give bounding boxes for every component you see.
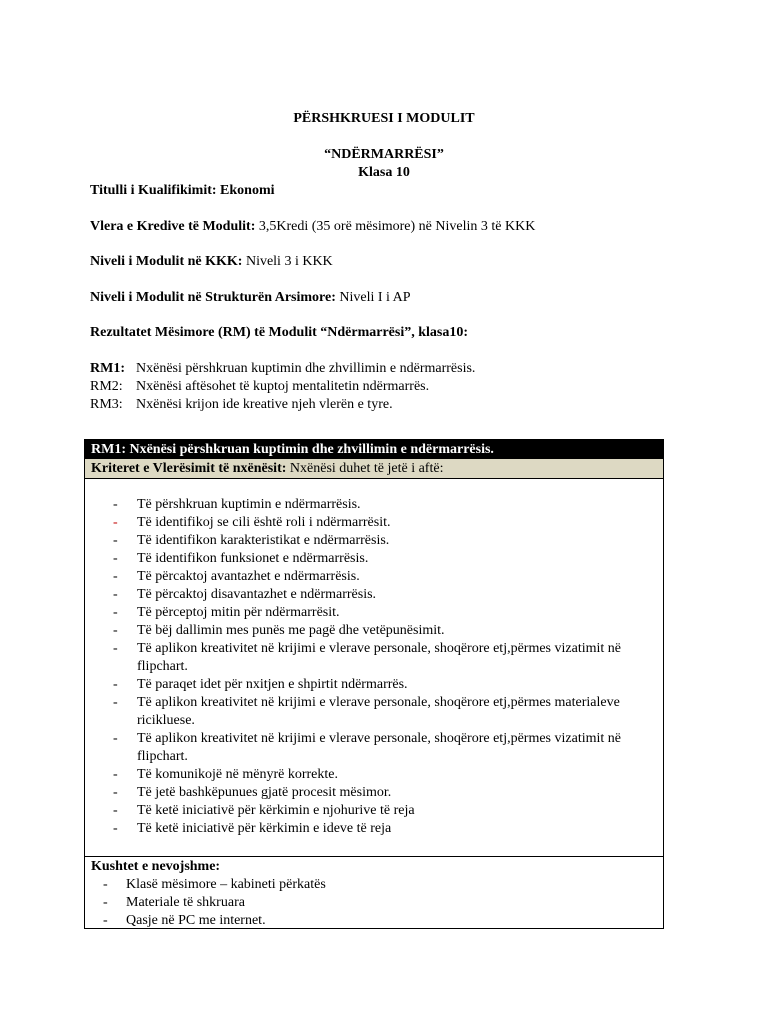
list-item-text: Të komunikojë në mënyrë korrekte. <box>137 767 338 782</box>
level-structure-line <box>90 290 411 306</box>
bullet-dash: - <box>113 551 118 566</box>
list-item-text: Të ketë iniciativë për kërkimin e ideve të reja <box>137 821 392 836</box>
outcome-label: RM2: <box>90 379 123 394</box>
list-item <box>85 586 663 604</box>
list-item <box>85 802 663 820</box>
list-item-text: Të aplikon kreativitet në krijimi e vlerave personale, shoqërore etj,përmes vizatimit në flipchart. <box>137 641 621 674</box>
criteria-row <box>85 459 663 479</box>
level-structure-value: Niveli I i AP <box>339 290 411 305</box>
list-item-text: Të bëj dallimin mes punës me pagë dhe vetëpunësimit. <box>137 623 445 638</box>
bullet-dash: - <box>113 641 118 656</box>
bullet-dash: - <box>113 515 118 530</box>
bullet-dash: - <box>113 497 118 512</box>
bullet-dash: - <box>103 913 108 928</box>
list-item <box>85 514 663 532</box>
outcome-rm1 <box>90 361 475 377</box>
conditions-section <box>91 858 657 930</box>
credits-value: 3,5Kredi (35 orë mësimore) në Nivelin 3 të KKK <box>258 219 536 234</box>
list-item <box>85 730 663 766</box>
bullet-dash: - <box>113 821 118 836</box>
bullet-dash: - <box>113 695 118 710</box>
bullet-dash: - <box>113 623 118 638</box>
list-item <box>85 550 663 568</box>
list-item <box>85 532 663 550</box>
list-item-text: Të ketë iniciativë për kërkimin e njohurive të reja <box>137 803 415 818</box>
bullet-dash: - <box>103 877 108 892</box>
outcomes-heading: Rezultatet Mësimore (RM) të Modulit “Ndërmarrësi”, klasa10: <box>90 325 469 340</box>
level-structure-label: Niveli i Modulit në Strukturën Arsimore: <box>90 290 336 305</box>
list-item <box>91 876 657 894</box>
list-item <box>85 694 663 730</box>
list-item <box>85 604 663 622</box>
conditions-title: Kushtet e nevojshme: <box>91 859 221 874</box>
outcome-text: Nxënësi krijon ide kreative njeh vlerën e tyre. <box>136 397 393 412</box>
list-item <box>85 784 663 802</box>
bullet-dash: - <box>113 767 118 782</box>
credits-line <box>90 219 535 235</box>
list-item <box>85 568 663 586</box>
module-name: “NDËRMARRËSI” <box>324 147 444 162</box>
bullet-dash: - <box>113 587 118 602</box>
list-item-text: Të jetë bashkëpunues gjatë procesit mësimor. <box>137 785 392 800</box>
level-kkk-label: Niveli i Modulit në KKK: <box>90 254 243 269</box>
list-item <box>85 820 663 838</box>
list-item <box>91 912 657 930</box>
level-kkk-line <box>90 254 333 270</box>
bullet-dash: - <box>113 785 118 800</box>
list-item <box>85 766 663 784</box>
class-label: Klasa 10 <box>358 165 410 180</box>
list-item-text: Të përshkruan kuptimin e ndërmarrësis. <box>137 497 361 512</box>
bullet-dash: - <box>113 731 118 746</box>
table-divider <box>85 856 663 857</box>
bullet-dash: - <box>113 605 118 620</box>
outcome-label: RM3: <box>90 397 123 412</box>
bullet-dash: - <box>103 895 108 910</box>
list-item <box>85 676 663 694</box>
criteria-label: Kriteret e Vlerësimit të nxënësit: <box>91 461 287 476</box>
qualification-title: Titulli i Kualifikimit: Ekonomi <box>90 183 275 198</box>
conditions-list <box>91 876 657 930</box>
list-item-text: Të paraqet idet për nxitjen e shpirtit ndërmarrës. <box>137 677 408 692</box>
list-item-text: Të identifikoj se cili është roli i ndërmarrësit. <box>137 515 391 530</box>
table-header: RM1: Nxënësi përshkruan kuptimin dhe zhvillimin e ndërmarrësis. <box>85 440 663 459</box>
list-item-text: Të identifikon funksionet e ndërmarrësis. <box>137 551 369 566</box>
list-item-text: Të përcaktoj avantazhet e ndërmarrësis. <box>137 569 360 584</box>
list-item-text: Të përceptoj mitin për ndërmarrësit. <box>137 605 340 620</box>
level-kkk-value: Niveli 3 i KKK <box>245 254 333 269</box>
outcome-label: RM1: <box>90 361 125 376</box>
criteria-list <box>85 496 663 838</box>
list-item-text: Klasë mësimore – kabineti përkatës <box>126 877 326 892</box>
list-item <box>91 894 657 912</box>
list-item-text: Qasje në PC me internet. <box>126 913 266 928</box>
criteria-table <box>84 439 664 929</box>
list-item-text: Të aplikon kreativitet në krijimi e vlerave personale, shoqërore etj,përmes vizatimit në flipchart. <box>137 731 621 764</box>
list-item-text: Materiale të shkruara <box>126 895 245 910</box>
bullet-dash: - <box>113 533 118 548</box>
outcome-text: Nxënësi përshkruan kuptimin dhe zhvillimin e ndërmarrësis. <box>136 361 476 376</box>
list-item-text: Të identifikon karakteristikat e ndërmarrësis. <box>137 533 390 548</box>
credits-label: Vlera e Kredive të Modulit: <box>90 219 256 234</box>
document-title: PËRSHKRUESI I MODULIT <box>293 111 475 126</box>
list-item-text: Të aplikon kreativitet në krijimi e vlerave personale, shoqërore etj,përmes materialeve ricikluese. <box>137 695 620 728</box>
bullet-dash: - <box>113 803 118 818</box>
list-item <box>85 640 663 676</box>
list-item <box>85 622 663 640</box>
list-item-text: Të përcaktoj disavantazhet e ndërmarrësis. <box>137 587 377 602</box>
outcome-rm3 <box>90 397 393 413</box>
criteria-value: Nxënësi duhet të jetë i aftë: <box>289 461 444 476</box>
bullet-dash: - <box>113 569 118 584</box>
outcome-rm2 <box>90 379 429 395</box>
outcome-text: Nxënësi aftësohet të kuptoj mentalitetin ndërmarrës. <box>136 379 430 394</box>
bullet-dash: - <box>113 677 118 692</box>
list-item <box>85 496 663 514</box>
